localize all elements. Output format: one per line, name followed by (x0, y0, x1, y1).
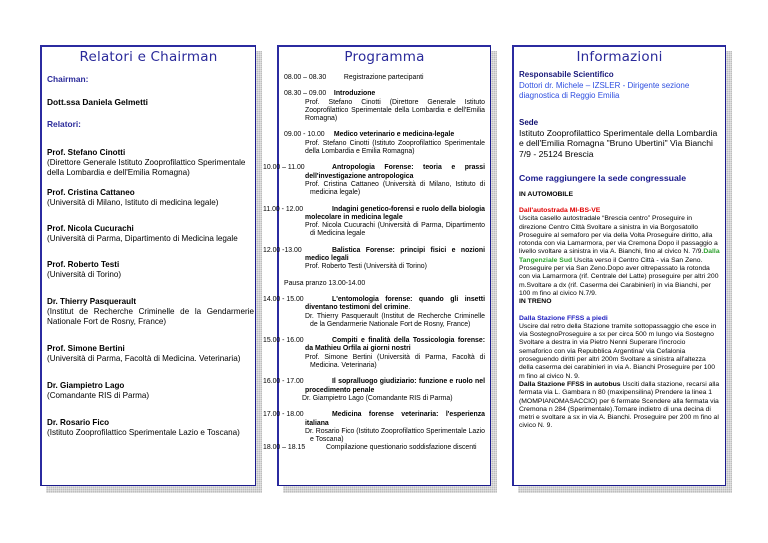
speaker-name: Prof. Cristina Cattaneo (47, 188, 135, 198)
how-to-reach-title: Come raggiungere la sede congressuale (519, 173, 687, 184)
chairman-label: Chairman: (47, 74, 89, 84)
program-speaker: Dr. Giampietro Lago (Comandante RIS di Parma) (302, 394, 453, 402)
speaker-name: Dr. Giampietro Lago (47, 381, 125, 391)
program-time: 11.00 - 12.00 (263, 205, 304, 213)
program-time: 08.00 – 08.30 (284, 74, 327, 81)
program-time: 14.00 - 15.00 (263, 295, 304, 303)
program-title: Introduzione (333, 90, 376, 98)
program-title: L'entomologia forense: quando gli insetti diventano testimoni del crimine (305, 295, 485, 312)
program-item (284, 280, 485, 288)
resp-label: Responsabile Scientifico (519, 70, 614, 79)
program-speaker: Prof. Roberto Testi (Università di Torino) (305, 263, 427, 271)
program-title: Antropologia Forense: teoria e prassi dell'investigazione antropologica (305, 164, 485, 180)
speaker-affiliation: (Institut de Recherche Criminelle de la Gendarmerie Nationale Fort de Rosny, France) (47, 307, 254, 327)
program-speaker: Prof. Cristina Cattaneo (Università di Milano, Istituto di medicina legale) (305, 180, 485, 197)
lunch-break: Pausa pranzo 13.00-14.00 (284, 279, 366, 287)
tangenziale-label: Dalla Tangenziale Sud (519, 248, 720, 264)
program-speaker: Prof. Simone Bertini (Università di Parma, Facoltà di Medicina. Veterinaria) (305, 353, 485, 370)
program-title-suffix: . (408, 304, 411, 312)
program-item (284, 90, 485, 123)
speaker-entry (47, 148, 250, 178)
program-title: Registrazione partecipanti (343, 74, 424, 81)
program-time: 17.00 - 18.00 (263, 411, 304, 419)
autobus-text: Usciti dalla stazione, recarsi alla fermata via L. Gambara n 80 (maxipensilina) Prendere la linea 1 (MOMPIANOMASACCIO) per 6 fermate Scendere alla fermata via Cremona n 284 (Sperimentale).Tornare indietro di una decina di metri e svoltare a sx in via A. Bianchi. Proseguire per 200 m fino al civico N. 9. (519, 380, 720, 430)
piedi-text: Uscire dal retro della Stazione tramite sottopassaggio che esce in via SostegnoProseguire a sx per circa 500 m lungo via Sostegno Svoltare a destra in via Pietro Nenni Superare l'incrocio semaforico con via Repubblica Argentina/ via Cefalonia proseguendo diritti per altri 200m Svoltare a sinistra all'altezza della caserma dei carabinieri in via A. Bianchi Proseguire per 100 m fino al civico N. 9. (519, 322, 717, 380)
program-item (263, 378, 485, 403)
speaker-entry (47, 297, 254, 327)
speaker-name: Prof. Stefano Cinotti (47, 148, 126, 158)
speaker-affiliation: (Direttore Generale Istituto Zooprofilattico Sperimentale della Lombardia e dell'Emilia Romagna) (47, 158, 246, 178)
sede-text: Istituto Zooprofilattico Sperimentale della Lombardia e dell'Emilia Romagna "Bruno Ubertini" Via Bianchi 7/9 - 25124 Brescia (519, 127, 718, 159)
program-item (263, 444, 485, 452)
autobus-directions (519, 381, 720, 431)
program-item (263, 205, 485, 239)
program-speaker: Prof. Stefano Cinotti (Istituto Zooprofilattico Sperimentale della Lombardia e Emilia Romagna) (305, 139, 485, 156)
speaker-entry (47, 188, 250, 208)
tangenziale-text: Uscita verso il Centro Città - via San Zeno. Proseguire per via San Zeno.Dopo aver oltrepassato la rotonda con via Lamarmora (rif. Centrale del Latte) proseguire per altri 200 m.Svoltare a dx (rif. Caserma dei Carabinieri) in via Bianchi, per 100 m fino al civico N.7/9. (519, 256, 719, 297)
program-item (263, 337, 485, 370)
treno-label: IN TRENO (519, 298, 552, 306)
auto-label: IN AUTOMOBILE (519, 190, 573, 198)
directions-text (519, 215, 720, 298)
program-speaker: Prof. Stefano Cinotti (Direttore Generale Istituto Zooprofilattico Sperimentale della Lombardia e dell'Emilia Romagna) (305, 98, 485, 123)
program-title: Compiti e finalità della Tossicologia forense: da Mathieu Orfila ai giorni nostri (305, 337, 485, 353)
relatori-title: Relatori e Chairman (79, 49, 218, 65)
program-time: 10.00 – 11.00 (263, 164, 305, 172)
speaker-entry (47, 344, 250, 364)
program-title: Compilazione questionario soddisfazione discenti (326, 444, 477, 452)
speaker-name: Dr. Rosario Fico (47, 418, 110, 428)
relatori-panel (40, 45, 256, 486)
speaker-entry (47, 224, 250, 244)
speaker-affiliation: (Comandante RIS di Parma) (47, 391, 150, 401)
program-item (263, 164, 485, 197)
program-title: Balistica Forense: principi fisici e nozioni medico legali (305, 246, 485, 263)
program-item (284, 74, 485, 82)
speaker-affiliation: (Università di Parma, Dipartimento di Medicina legale (47, 234, 238, 244)
speaker-name: Dr. Thierry Pasquerault (47, 297, 137, 307)
speaker-affiliation: (Istituto Zooprofilattico Sperimentale Lazio e Toscana) (47, 428, 240, 438)
speaker-name: Prof. Simone Bertini (47, 344, 125, 354)
program-time: 09.00 - 10.00 (284, 131, 325, 139)
autostrada-label: Dall'autostrada MI-BS-VE (519, 206, 601, 214)
program-time: 15.00 - 16.00 (263, 337, 304, 345)
program-title: Il sopralluogo giudiziario: funzione e ruolo nel procedimento penale (305, 378, 485, 394)
program-speaker: Prof. Nicola Cucurachi (Università di Parma, Dipartimento di Medicina legale (305, 222, 485, 238)
programma-title: Programma (344, 49, 425, 65)
program-item (263, 295, 485, 329)
program-time: 08.30 – 09.00 (284, 90, 327, 98)
programma-panel (263, 45, 491, 486)
resp-text: Dottori dr. Michele – IZSLER - Dirigente sezione diagnostica di Reggio Emilia (519, 81, 690, 101)
program-item (263, 246, 485, 272)
speaker-entry (47, 260, 250, 280)
program-speaker: Dr. Thierry Pasquerault (Institut de Recherche Criminelle de la Gendarmerie Nationale Fort de Rosny, France) (305, 312, 485, 328)
autobus-label: Dalla Stazione FFSS in autobus (519, 380, 621, 388)
speaker-name: Prof. Roberto Testi (47, 260, 120, 270)
program-speaker: Dr. Rosario Fico (Istituto Zooprofilattico Sperimentale Lazio e Toscana) (305, 427, 485, 444)
relatori-label: Relatori: (47, 118, 81, 129)
speaker-affiliation: (Università di Torino) (47, 270, 122, 280)
speaker-entry (47, 381, 250, 401)
autostrada-text: Uscita casello autostradale “Brescia centro” Proseguire in direzione Centro Città Svoltare a sinistra in via Borgosatollo Proseguire al semaforo per via della Volta Proseguire diritto, alla rotonda con via Lamarmora, per via Cremona Dopo il passaggio a livello svoltare a sinistra in via A. Bianchi, fino al civico N. 7/9. (519, 215, 718, 256)
informazioni-title: Informazioni (576, 49, 663, 65)
program-time: 18.00 – 18.15 (263, 444, 306, 452)
speaker-affiliation: (Università di Parma, Facoltà di Medicina. Veterinaria) (47, 354, 241, 364)
program-time: 16.00 - 17.00 (263, 378, 304, 386)
program-time: 12.00 -13.00 (263, 246, 302, 254)
speaker-affiliation: (Università di Milano, Istituto di medicina legale) (47, 198, 219, 208)
program-item (263, 411, 485, 444)
informazioni-panel (512, 45, 726, 486)
program-title: Medico veterinario e medicina-legale (333, 131, 455, 139)
chairman-name: Dott.ssa Daniela Gelmetti (47, 97, 148, 108)
program-title: Medicina forense veterinaria: l'esperienza italiana (305, 411, 485, 427)
speaker-name: Prof. Nicola Cucurachi (47, 224, 134, 234)
sede-label: Sede (519, 118, 539, 128)
program-title: Indagini genetico-forensi e ruolo della biologia molecolare in medicina legale (305, 205, 485, 221)
piedi-label: Dalla Stazione FFSS a piedi (519, 314, 608, 322)
speaker-entry (47, 418, 250, 438)
program-item (284, 131, 485, 156)
